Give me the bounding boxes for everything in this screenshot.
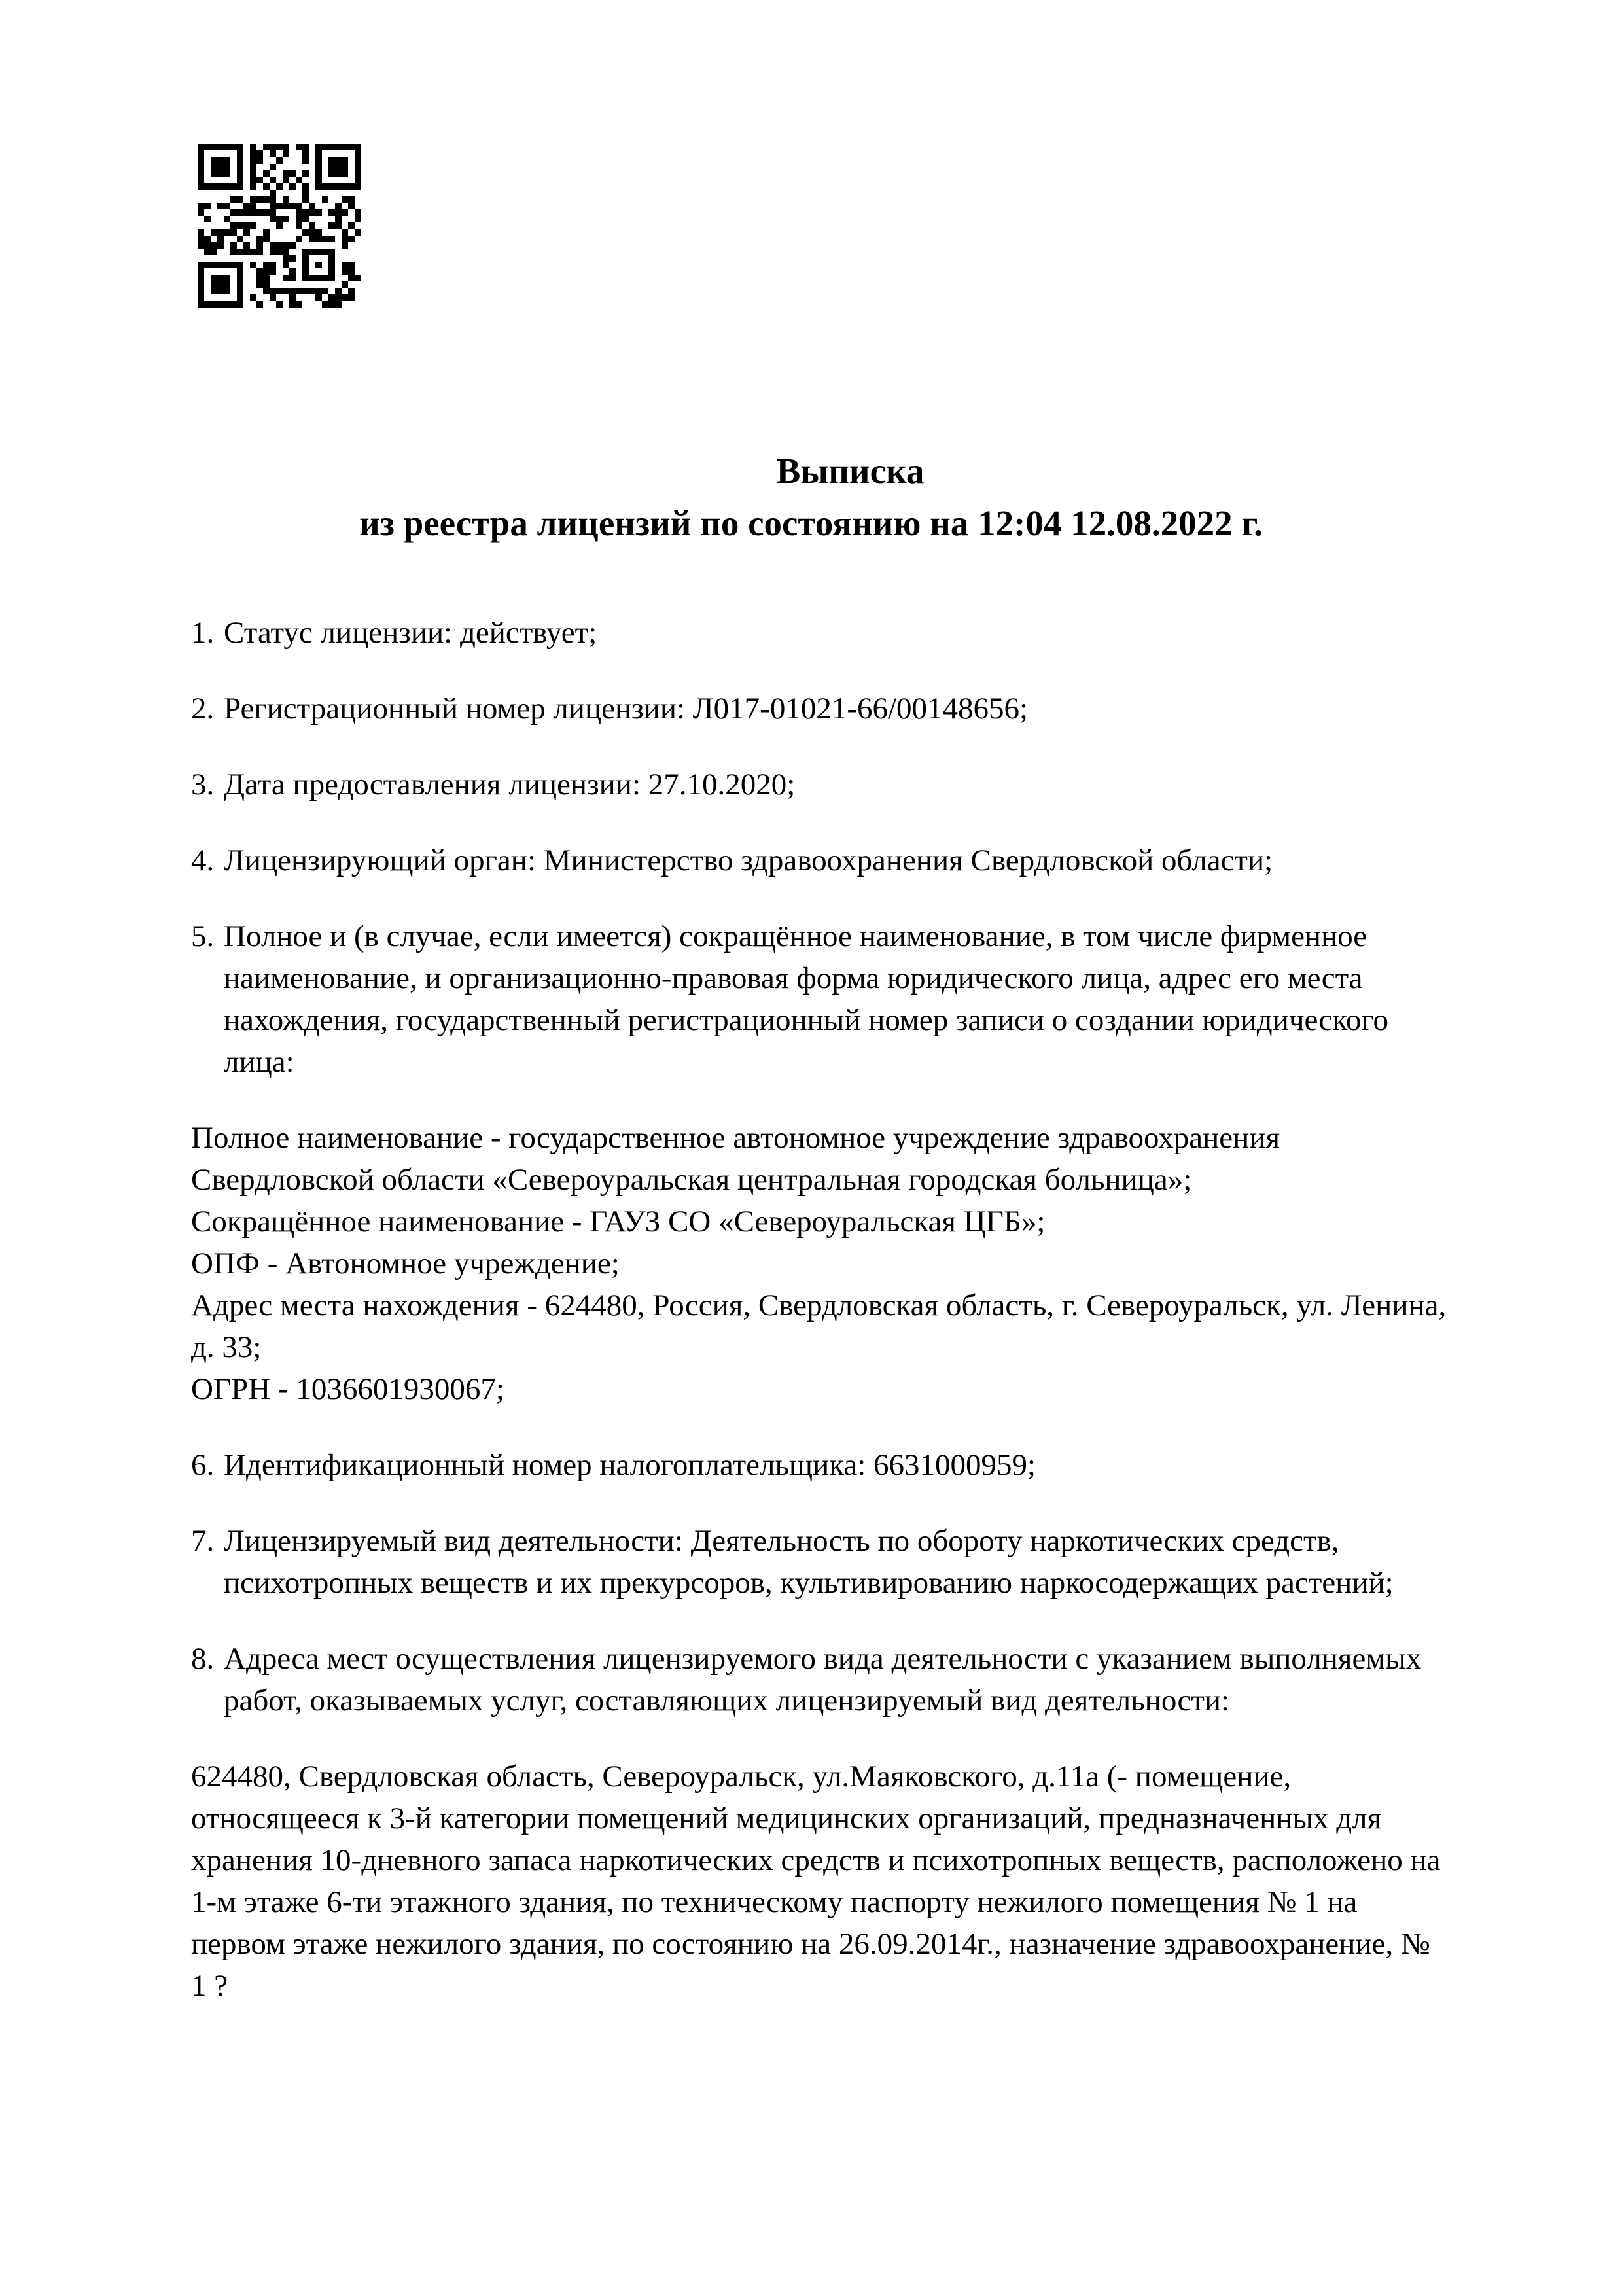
- item-number: 4.: [191, 843, 215, 877]
- list-item-7: [191, 1520, 1565, 1604]
- list-item-3: [191, 764, 1565, 805]
- activity-address-line: первом этаже нежилого здания, по состоянию на 26.09.2014г., назначение здравоохранение, №: [191, 1927, 1430, 1961]
- document-body: [191, 612, 1565, 2041]
- item-text: Идентификационный номер налогоплательщика: 6631000959;: [224, 1448, 1036, 1482]
- list-item-4: [191, 839, 1565, 881]
- item-number: 8.: [191, 1642, 215, 1676]
- org-full-name-line: Свердловской области «Североуральская центральная городская больница»;: [191, 1163, 1192, 1197]
- activity-address-line: хранения 10-дневного запаса наркотических средств и психотропных веществ, расположено на: [191, 1843, 1441, 1877]
- item-text-line: наименование, и организационно-правовая форма юридического лица, адрес его места: [224, 961, 1363, 995]
- org-full-name-line: Полное наименование - государственное автономное учреждение здравоохранения: [191, 1121, 1280, 1155]
- org-ogrn: ОГРН - 1036601930067;: [191, 1372, 504, 1406]
- list-item-1: [191, 612, 1565, 654]
- item-text: Дата предоставления лицензии: 27.10.2020;: [224, 768, 796, 802]
- list-item-5: [191, 915, 1565, 1083]
- item-text: Статус лицензии: действует;: [224, 616, 597, 650]
- item-number: 1.: [191, 616, 215, 650]
- activity-address-line: 624480, Свердловская область, Североуральск, ул.Маяковского, д.11а (- помещение,: [191, 1759, 1292, 1793]
- list-item-2: [191, 688, 1565, 730]
- item-text-line: Лицензируемый вид деятельности: Деятельность по обороту наркотических средств,: [224, 1524, 1339, 1558]
- item-number: 7.: [191, 1524, 215, 1558]
- qr-code: [198, 144, 361, 308]
- list-item-8: [191, 1638, 1565, 1722]
- item-text-line: психотропных веществ и их прекурсоров, культивированию наркосодержащих растений;: [224, 1566, 1394, 1600]
- item-text-line: нахождения, государственный регистрационный номер записи о создании юридического: [224, 1003, 1388, 1037]
- activity-address-line: 1-м этаже 6-ти этажного здания, по техническому паспорту нежилого помещения № 1 на: [191, 1885, 1358, 1919]
- item-number: 3.: [191, 768, 215, 802]
- item-text-line: лица:: [224, 1045, 294, 1079]
- activity-address-line: относящееся к 3-й категории помещений медицинских организаций, предназначенных для: [191, 1801, 1382, 1835]
- item-text: [224, 1520, 1565, 1604]
- activity-address: [191, 1756, 1565, 2007]
- document-title: [0, 445, 1622, 550]
- item-text: Лицензирующий орган: Министерство здравоохранения Свердловской области;: [224, 843, 1273, 877]
- org-address-line: д. 33;: [191, 1330, 262, 1364]
- item-text-line: Полное и (в случае, если имеется) сокращённое наименование, в том числе фирменное: [224, 919, 1367, 953]
- item-number: 6.: [191, 1448, 215, 1482]
- item-text-line: работ, оказываемых услуг, составляющих лицензируемый вид деятельности:: [224, 1684, 1230, 1718]
- organization-details: [191, 1117, 1565, 1410]
- org-short-name: Сокращённое наименование - ГАУЗ СО «Североуральская ЦГБ»;: [191, 1205, 1046, 1239]
- title-line-2: из реестра лицензий по состоянию на 12:04 12.08.2022 г.: [359, 503, 1263, 543]
- org-legal-form: ОПФ - Автономное учреждение;: [191, 1246, 620, 1280]
- activity-address-line: 1 ?: [191, 1969, 228, 2003]
- item-text: Регистрационный номер лицензии: Л017-01021-66/00148656;: [224, 692, 1029, 726]
- item-text: [224, 1638, 1565, 1722]
- item-text: [224, 915, 1565, 1083]
- item-text-line: Адреса мест осуществления лицензируемого вида деятельности с указанием выполняемых: [224, 1642, 1422, 1676]
- title-line-1: Выписка: [776, 451, 925, 491]
- item-number: 2.: [191, 692, 215, 726]
- list-item-6: [191, 1444, 1565, 1486]
- org-address-line: Адрес места нахождения - 624480, Россия, Свердловская область, г. Североуральск, ул. Ленина,: [191, 1288, 1447, 1322]
- qr-code-graphic: [198, 144, 361, 308]
- item-number: 5.: [191, 919, 215, 953]
